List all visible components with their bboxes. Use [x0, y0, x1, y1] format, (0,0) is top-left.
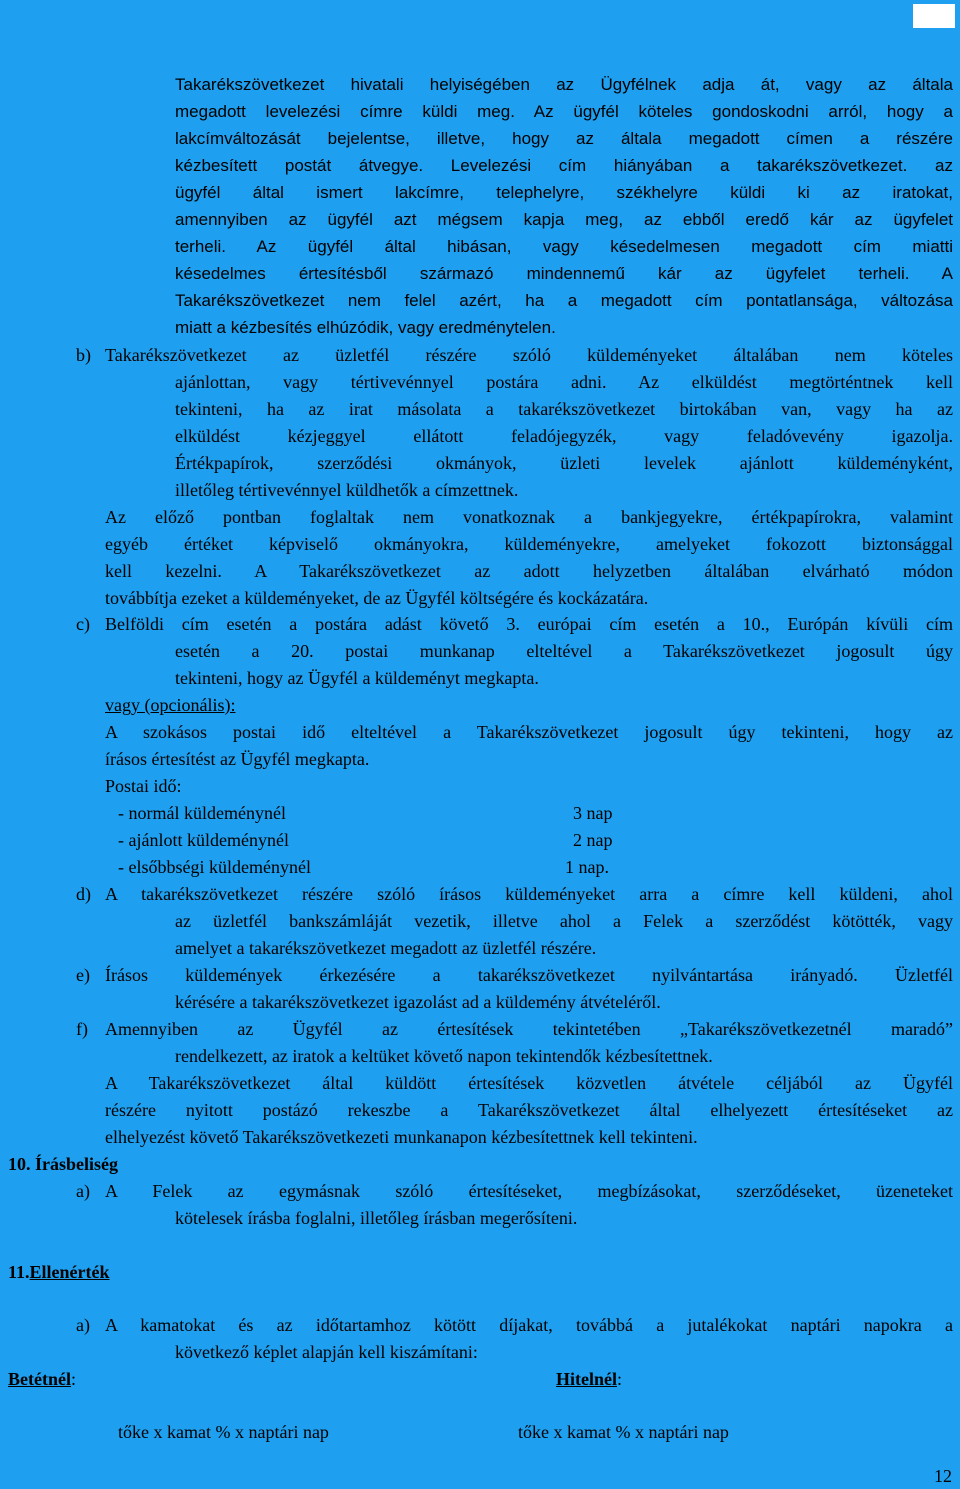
item-line: következő képlet alapján kell kiszámítani: — [175, 1342, 478, 1362]
section-number: 11. — [8, 1262, 30, 1282]
formula-loan: tőke x kamat % x naptári nap — [518, 1422, 729, 1442]
paragraph-line: elhelyezést követő Takarékszövetkezeti munkanapon kézbesítettnek kell tekinteni. — [105, 1127, 698, 1147]
list-marker: c) — [76, 614, 90, 634]
section-title: Írásbeliség — [35, 1154, 118, 1174]
optional-line: A szokásos postai idő elteltével a Takarékszövetkezet jogosult úgy tekinteni, hogy az — [105, 722, 953, 742]
item-d — [105, 881, 953, 962]
item-f-first-line: Amennyiben az Ügyfél az értesítések tekintetében „Takarékszövetkezetnél maradó” — [105, 1019, 953, 1039]
list-marker: a) — [76, 1181, 90, 1201]
colon: : — [617, 1369, 623, 1389]
list-marker: f) — [76, 1019, 88, 1039]
list-marker: b) — [76, 345, 91, 365]
postal-time-value: 1 nap. — [565, 857, 609, 877]
intro-line: megadott levelezési címre küldi meg. Az ügyfél köteles gondoskodni arról, hogy a — [175, 102, 953, 121]
item-b-line: elküldést kézjeggyel ellátott feladójegyzék, vagy feladóvevény igazolja. — [175, 426, 953, 446]
formula-deposit: tőke x kamat % x naptári nap — [118, 1422, 329, 1442]
item-b-line: tekinteni, ha az irat másolata a takarékszövetkezet birtokában van, vagy ha az — [175, 399, 953, 419]
postal-time-table — [118, 800, 638, 881]
postal-time-type: - normál küldeménynél — [118, 803, 286, 823]
optional-line: írásos értesítést az Ügyfél megkapta. — [105, 749, 370, 769]
item-e-line: kérésére a takarékszövetkezet igazolást ad a küldemény átvételéről. — [175, 992, 661, 1012]
page-number: 12 — [934, 1466, 952, 1486]
list-marker: d) — [76, 884, 91, 904]
item-line: kötelesek írásba foglalni, illetőleg írásban megerősíteni. — [175, 1208, 578, 1228]
section-11-item-a — [105, 1312, 953, 1366]
intro-line: amennyiben az ügyfél azt mégsem kapja meg, az ebből eredő kár az ügyfelet — [175, 210, 953, 229]
item-c-line: tekinteni, hogy az Ügyfél a küldeményt megkapta. — [175, 668, 539, 688]
paragraph-line: egyéb értéket képviselő okmányokra, küldeményekre, amelyeket fokozott biztonsággal — [105, 534, 953, 554]
postal-time-row — [118, 827, 638, 854]
item-first-line: A Felek az egymásnak szóló értesítéseket, megbízásokat, szerződéseket, üzeneteket — [105, 1181, 953, 1201]
intro-line: miatt a kézbesítés elhúzódik, vagy eredménytelen. — [175, 318, 556, 337]
postal-time-type: - elsőbbségi küldeménynél — [118, 857, 311, 877]
section-10-item-a — [105, 1178, 953, 1232]
postal-time-value: 3 nap — [573, 803, 613, 823]
postal-time-type: - ajánlott küldeménynél — [118, 830, 289, 850]
postal-time-value: 2 nap — [573, 830, 613, 850]
item-d-first-line: A takarékszövetkezet részére szóló írásos küldeményeket arra a címre kell küldeni, ahol — [105, 884, 953, 904]
item-c-first-line: Belföldi cím esetén a postára adást követő 3. európai cím esetén a 10., Európán kívüli cím — [105, 614, 953, 634]
item-f — [105, 1016, 953, 1070]
paragraph-line: kell kezelni. A Takarékszövetkezet az adott helyzetben általában elvárható módon — [105, 561, 953, 581]
section-title: Ellenérték — [29, 1262, 110, 1282]
loan-label-text: Hitelnél — [556, 1369, 617, 1389]
colon: : — [70, 1369, 76, 1389]
deposit-label-text: Betétnél — [8, 1369, 71, 1389]
section-10-heading — [8, 1151, 118, 1178]
intro-line: terheli. Az ügyfél által hibásan, vagy késedelmesen megadott cím miatti — [175, 237, 953, 256]
deposit-label — [8, 1366, 76, 1393]
paragraph-line: Az előző pontban foglaltak nem vonatkoznak a bankjegyekre, értékpapírokra, valamint — [105, 507, 953, 527]
optional-block — [105, 692, 953, 800]
item-b-first-line: Takarékszövetkezet az üzletfél részére szóló küldeményeket általában nem köteles — [105, 345, 953, 365]
item-d-line: az üzletfél bankszámláját vezetik, illetve ahol a Felek a szerződést kötötték, vagy — [175, 911, 953, 931]
paragraph-line: továbbítja ezeket a küldeményeket, de az Ügyfél költségére és kockázatára. — [105, 588, 649, 608]
intro-paragraph — [175, 71, 953, 341]
list-marker: e) — [76, 965, 90, 985]
postal-time-label: Postai idő: — [105, 776, 182, 796]
item-b-line: illetőleg tértivevénnyel küldhetők a címzettnek. — [175, 480, 519, 500]
corner-box — [913, 4, 955, 28]
intro-line: Takarékszövetkezet nem felel azért, ha a megadott cím pontatlansága, változása — [175, 291, 953, 310]
item-b-line: ajánlottan, vagy tértivevénnyel postára adni. Az elküldést megtörténtnek kell — [175, 372, 953, 392]
item-d-line: amelyet a takarékszövetkezet megadott az üzletfél részére. — [175, 938, 597, 958]
item-e-first-line: Írásos küldemények érkezésére a takarékszövetkezet nyilvántartása irányadó. Üzletfél — [105, 965, 953, 985]
item-b — [105, 342, 953, 504]
item-c — [105, 611, 953, 692]
intro-line: lakcímváltozását bejelentse, illetve, hogy az általa megadott címen a részére — [175, 129, 953, 148]
section-11-heading — [8, 1259, 110, 1286]
postal-time-row — [118, 854, 638, 881]
paragraph-b2 — [105, 504, 953, 612]
loan-label — [556, 1366, 622, 1393]
item-e — [105, 962, 953, 1016]
optional-label: vagy (opcionális): — [105, 695, 236, 715]
list-marker: a) — [76, 1315, 90, 1335]
item-f-line: rendelkezett, az iratok a keltüket követő napon tekintendők kézbesítettnek. — [175, 1046, 713, 1066]
paragraph-line: részére nyitott postázó rekeszbe a Takarékszövetkezet által elhelyezett értesítéseket az — [105, 1100, 953, 1120]
item-c-line: esetén a 20. postai munkanap elteltével a Takarékszövetkezet jogosult úgy — [175, 641, 953, 661]
paragraph-f2 — [105, 1070, 953, 1151]
intro-line: kézbesített postát átvegye. Levelezési cím hiányában a takarékszövetkezet. az — [175, 156, 953, 175]
item-first-line: A kamatokat és az időtartamhoz kötött díjakat, továbbá a jutalékokat naptári napokra a — [105, 1315, 953, 1335]
paragraph-line: A Takarékszövetkezet által küldött értesítések közvetlen átvétele céljából az Ügyfél — [105, 1073, 953, 1093]
intro-line: Takarékszövetkezet hivatali helyiségében az Ügyfélnek adja át, vagy az általa — [175, 75, 953, 94]
postal-time-row — [118, 800, 638, 827]
intro-line: ügyfél által ismert lakcímre, telephelyre, székhelyre küldi ki az iratokat, — [175, 183, 953, 202]
section-number: 10. — [8, 1154, 31, 1174]
intro-line: késedelmes értesítésből származó mindennemű kár az ügyfelet terheli. A — [175, 264, 953, 283]
item-b-line: Értékpapírok, szerződési okmányok, üzleti levelek ajánlott küldeményként, — [175, 453, 953, 473]
